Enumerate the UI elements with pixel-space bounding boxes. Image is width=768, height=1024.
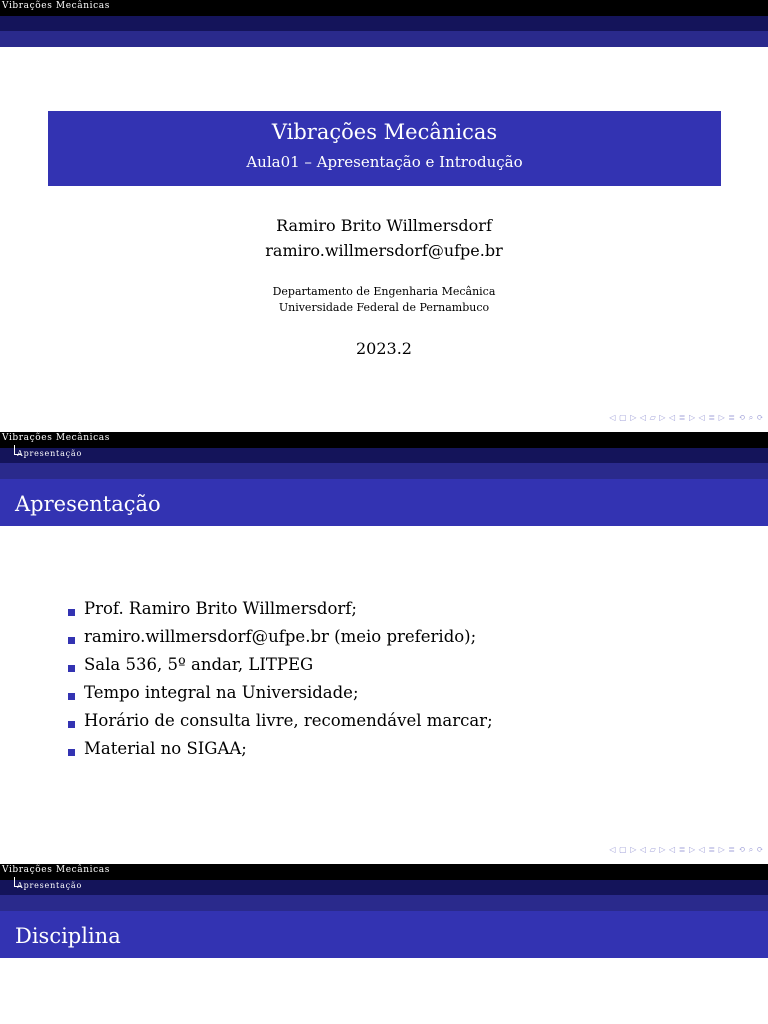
list-item: Horário de consulta livre, recomendável marcar;: [68, 707, 493, 735]
header-course-title: Vibrações Mecânicas: [2, 865, 110, 875]
tree-hook-icon: [14, 445, 21, 455]
presentation-subtitle: Aula01 – Apresentação e Introdução: [246, 153, 523, 171]
header-section-label: Apresentação: [17, 449, 83, 458]
beamer-navigation-icons[interactable]: ◁ ▢ ▷ ◁ ▱ ▷ ◁ ≣ ▷ ◁ ≣ ▷ ≣ ⟲ ⌕ ⟳: [609, 845, 764, 854]
bullet-list: [68, 595, 493, 763]
presentation-date: 2023.2: [356, 339, 412, 358]
header-bar-subsection: [0, 895, 768, 911]
institute-department: Departamento de Engenharia Mecânica: [272, 285, 496, 298]
list-item: Sala 536, 5º andar, LITPEG: [68, 651, 493, 679]
list-item: Prof. Ramiro Brito Willmersdorf;: [68, 595, 493, 623]
header-bar-section: [0, 16, 768, 31]
slide-disciplina: [0, 864, 768, 1024]
bullet-square-icon: [68, 721, 75, 728]
bullet-square-icon: [68, 609, 75, 616]
bullet-square-icon: [68, 749, 75, 756]
header-bar-top: [0, 432, 768, 448]
institute-university: Universidade Federal de Pernambuco: [278, 301, 490, 314]
author-name: Ramiro Brito Willmersdorf: [276, 216, 492, 235]
tree-hook-icon: [14, 877, 21, 887]
bullet-square-icon: [68, 637, 75, 644]
bullet-square-icon: [68, 665, 75, 672]
header-section-label: Apresentação: [17, 881, 83, 890]
frame-title: Disciplina: [15, 924, 121, 948]
list-item: ramiro.willmersdorf@ufpe.br (meio preferido);: [68, 623, 493, 651]
beamer-navigation-icons[interactable]: ◁ ▢ ▷ ◁ ▱ ▷ ◁ ≣ ▷ ◁ ≣ ▷ ≣ ⟲ ⌕ ⟳: [609, 413, 764, 422]
header-bar-section: [0, 880, 768, 895]
author-email: ramiro.willmersdorf@ufpe.br: [265, 241, 503, 260]
slide-apresentacao: [0, 432, 768, 864]
title-box: [48, 111, 721, 186]
bullet-square-icon: [68, 693, 75, 700]
header-section-title: [17, 449, 82, 458]
header-bar-subsection: [0, 463, 768, 479]
frame-title: Apresentação: [15, 492, 161, 516]
header-section-title: [17, 881, 82, 890]
header-bar-subsection: [0, 31, 768, 47]
header-course-title: Vibrações Mecânicas: [2, 1, 110, 11]
header-course-title: Vibrações Mecânicas: [2, 433, 110, 443]
list-item: Tempo integral na Universidade;: [68, 679, 493, 707]
presentation-title: Vibrações Mecânicas: [271, 120, 498, 144]
header-bar-section: [0, 448, 768, 463]
slide-title: [0, 0, 768, 432]
header-bar-top: [0, 0, 768, 16]
header-bar-top: [0, 864, 768, 880]
list-item: Material no SIGAA;: [68, 735, 493, 763]
